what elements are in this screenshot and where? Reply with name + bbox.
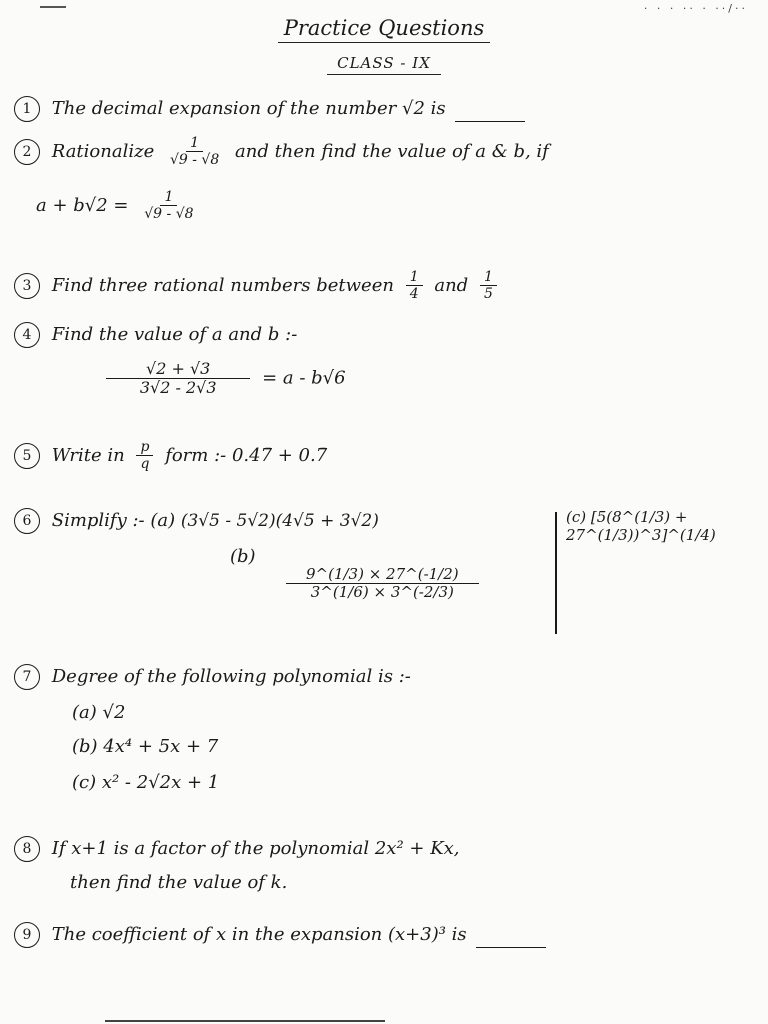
part-c-expression: [5(8^(1/3) + 27^(1/3))^3]^(1/4) <box>566 508 716 544</box>
and-word: and <box>434 275 469 297</box>
fraction <box>106 360 250 397</box>
question-text: Simplify :- (a) <box>51 509 176 531</box>
fraction-numerator: 1 <box>186 136 203 152</box>
top-right-marks: · · · ·· · ··/·· <box>643 2 748 15</box>
question-text-continued: and then find the value of a & b, if <box>235 141 549 163</box>
question-text: Write in <box>51 445 125 467</box>
question-4 <box>14 322 754 348</box>
question-8 <box>14 836 754 862</box>
fraction-numerator: 1 <box>480 270 497 286</box>
fraction-denominator: 5 <box>483 286 493 303</box>
top-left-mark <box>40 6 66 8</box>
fraction-denominator: √9 - √8 <box>169 152 220 169</box>
title-text: Practice Questions <box>278 16 491 43</box>
question-9 <box>14 922 754 948</box>
part-b-label: (b) <box>230 546 256 567</box>
question-2 <box>14 136 754 168</box>
question-text: Degree of the following polynomial is :- <box>51 665 411 687</box>
fraction <box>136 440 153 472</box>
question-8-continued: then find the value of k. <box>70 872 288 893</box>
question-number: 6 <box>14 508 40 534</box>
equation-lhs: a + b√2 = <box>36 195 129 217</box>
question-4-equation <box>100 360 346 397</box>
part-c-label: (c) <box>566 508 587 526</box>
question-number: 5 <box>14 443 40 469</box>
question-6-part-b <box>280 566 485 601</box>
question-7 <box>14 664 754 690</box>
question-text: If x+1 is a factor of the polynomial 2x² + Kx, <box>51 837 460 859</box>
question-7-option-c: (c) x² - 2√2x + 1 <box>72 772 220 793</box>
question-2-equation <box>36 190 204 222</box>
question-6-part-b-label <box>230 546 256 567</box>
question-6-part-c <box>566 508 768 544</box>
answer-blank <box>476 947 546 948</box>
fraction-denominator: q <box>140 456 150 473</box>
question-text: The coefficient of x in the expansion (x+3)³ is <box>51 923 467 945</box>
question-number: 4 <box>14 322 40 348</box>
question-text: Find the value of a and b :- <box>51 323 298 345</box>
question-text: The decimal expansion of the number √2 is <box>51 97 446 119</box>
question-number: 2 <box>14 139 40 165</box>
class-text: CLASS - IX <box>327 54 441 75</box>
fraction <box>140 190 197 222</box>
fraction <box>166 136 223 168</box>
question-1 <box>14 96 754 122</box>
fraction <box>480 270 497 302</box>
fraction-denominator: 3√2 - 2√3 <box>139 377 217 397</box>
fraction-numerator: p <box>136 440 153 456</box>
question-number: 3 <box>14 273 40 299</box>
column-divider <box>555 512 557 634</box>
class-label <box>0 54 768 72</box>
fraction-numerator: 9^(1/3) × 27^(-1/2) <box>286 566 479 584</box>
question-number: 1 <box>14 96 40 122</box>
question-number: 8 <box>14 836 40 862</box>
top-edge-marks <box>0 2 768 14</box>
equation-rhs: = a - b√6 <box>262 367 346 389</box>
question-text-continued: form :- 0.47̄ + 0.7̄ <box>165 445 328 467</box>
question-number: 7 <box>14 664 40 690</box>
fraction-denominator: 4 <box>409 286 419 303</box>
page-title <box>0 16 768 40</box>
question-5 <box>14 440 754 472</box>
part-a-expression: (3√5 - 5√2)(4√5 + 3√2) <box>180 511 379 531</box>
fraction-numerator: 1 <box>160 190 177 206</box>
fraction <box>286 566 479 601</box>
fraction-numerator: 1 <box>406 270 423 286</box>
question-text: Find three rational numbers between <box>51 275 394 297</box>
fraction-denominator: √9 - √8 <box>144 206 194 223</box>
question-7-option-b: (b) 4x⁴ + 5x + 7 <box>72 736 219 757</box>
question-7-option-a: (a) √2 <box>72 702 126 723</box>
bottom-rule <box>105 1020 385 1022</box>
fraction-numerator: √2 + √3 <box>106 360 250 379</box>
question-text: Rationalize <box>51 141 155 163</box>
answer-blank <box>455 121 525 122</box>
question-number: 9 <box>14 922 40 948</box>
question-3 <box>14 270 754 302</box>
fraction-denominator: 3^(1/6) × 3^(-2/3) <box>310 582 454 601</box>
fraction <box>406 270 423 302</box>
